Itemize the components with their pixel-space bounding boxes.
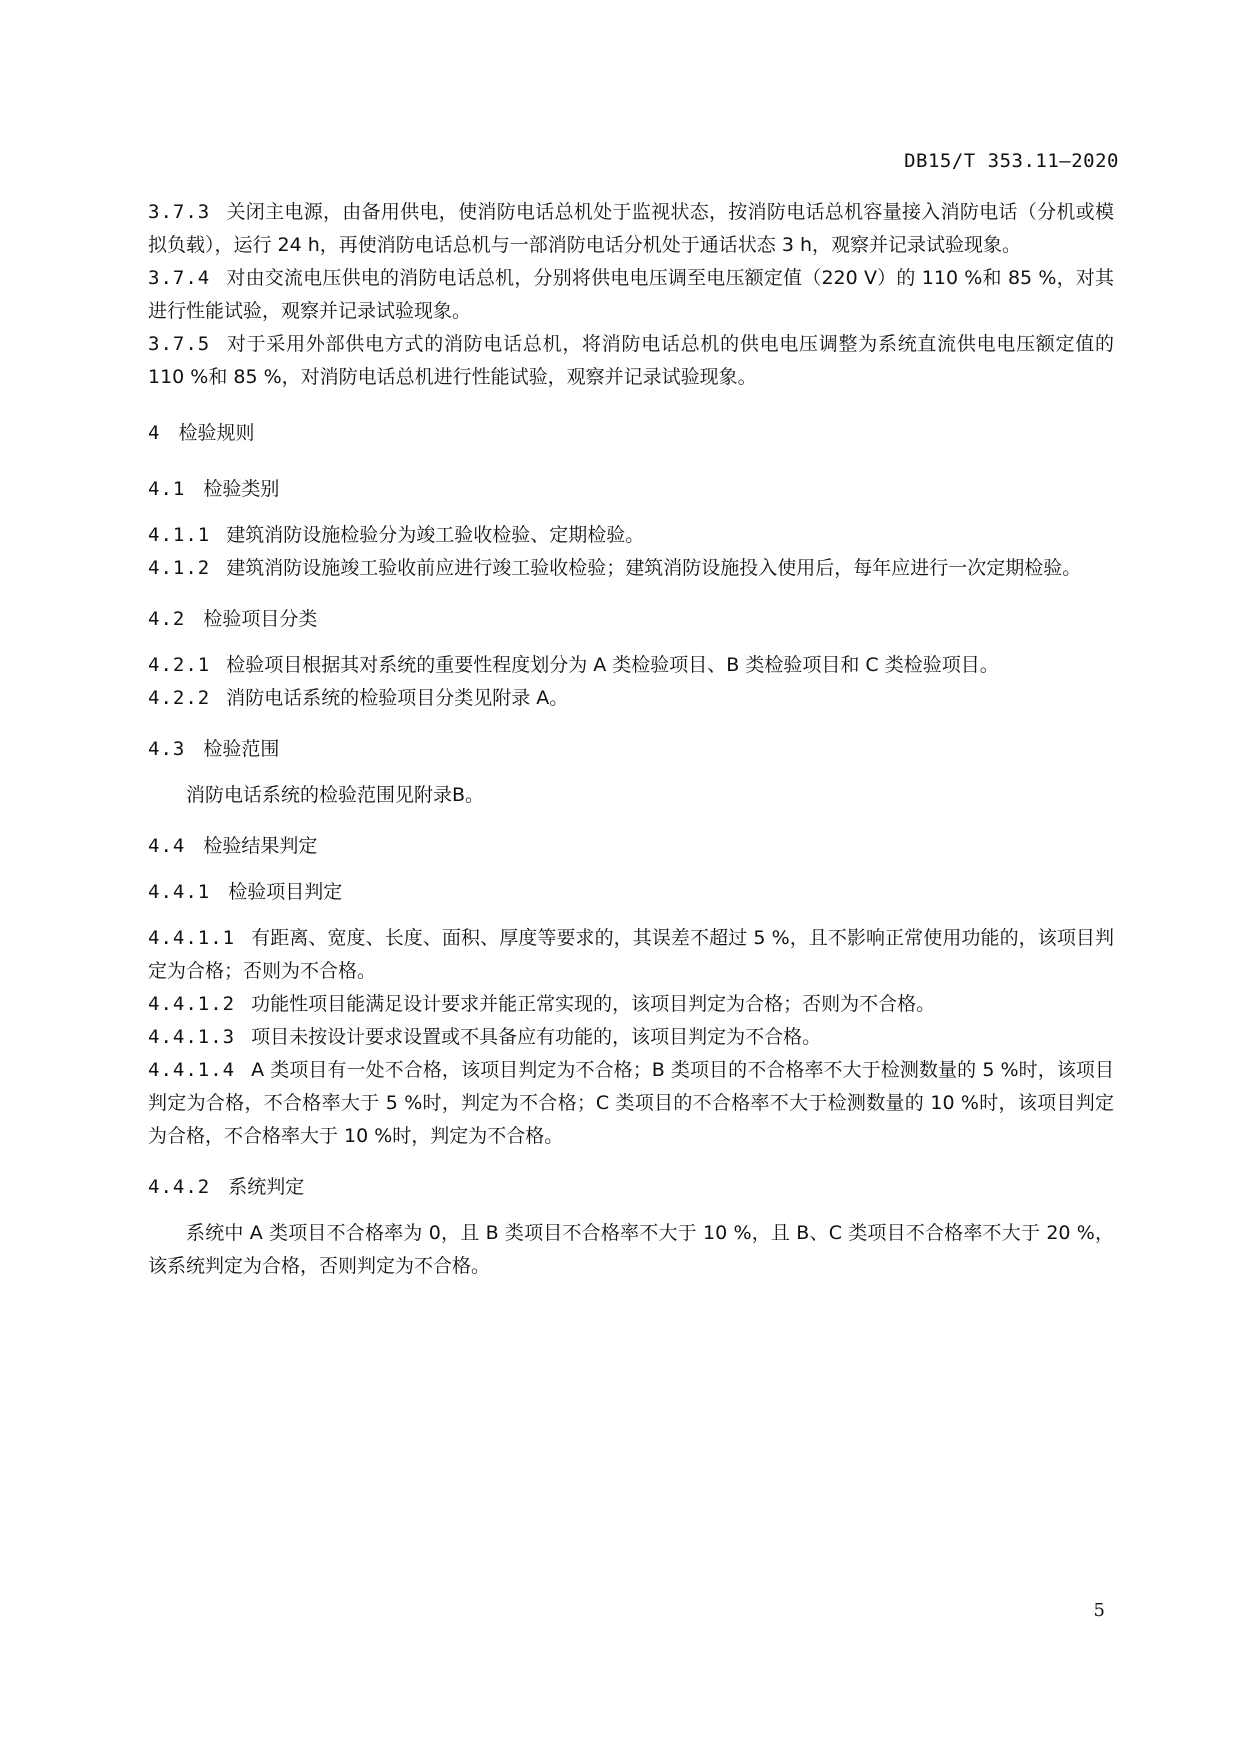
clause-text: 关闭主电源，由备用供电，使消防电话总机处于监视状态，按消防电话总机容量接入消防电话（分机或模拟负载），运行 24 h，再使消防电话总机与一部消防电话分机处于通话状态 3 h，观察并记录试验现象。 — [148, 201, 1114, 256]
clause-4-4-1-4 — [148, 1054, 1114, 1153]
section-number: 4.4.1 — [148, 881, 211, 903]
clause-4-4-1-2 — [148, 988, 1114, 1021]
clause-4-2-2 — [148, 682, 1114, 715]
clause-number: 4.4.1.1 — [148, 927, 236, 949]
clause-4-1-1 — [148, 519, 1114, 552]
clause-number: 4.1.2 — [148, 557, 211, 579]
section-4-4-heading — [148, 830, 1114, 863]
page-number: 5 — [1093, 1600, 1105, 1621]
clause-number: 4.2.2 — [148, 687, 211, 709]
section-number: 4 — [148, 422, 161, 444]
clause-number: 4.4.1.4 — [148, 1059, 236, 1081]
clause-number: 4.1.1 — [148, 524, 211, 546]
clause-4-1-2 — [148, 552, 1114, 585]
section-4-4-1-heading — [148, 876, 1114, 909]
clause-text: 项目未按设计要求设置或不具备应有功能的，该项目判定为不合格。 — [251, 1026, 822, 1048]
clause-text: 建筑消防设施检验分为竣工验收检验、定期检验。 — [226, 524, 645, 546]
section-4-1-heading — [148, 473, 1114, 506]
clause-number: 4.4.1.3 — [148, 1026, 236, 1048]
clause-text: A 类项目有一处不合格，该项目判定为不合格；B 类项目的不合格率不大于检测数量的 5 %时，该项目判定为合格，不合格率大于 5 %时，判定为不合格；C 类项目的不合格率不大于检测数量的 10 %时，该项目判定为合格，不合格率大于 10 %时，判定为不合格。 — [148, 1059, 1114, 1147]
clause-text: 消防电话系统的检验项目分类见附录 A。 — [226, 687, 569, 709]
clause-number: 4.4.1.2 — [148, 993, 236, 1015]
clause-number: 3.7.5 — [148, 333, 211, 355]
section-number: 4.1 — [148, 478, 186, 500]
section-4-2-heading — [148, 603, 1114, 636]
section-4-heading — [148, 417, 1114, 450]
clause-3-7-4 — [148, 262, 1114, 328]
section-4-3-text: 消防电话系统的检验范围见附录B。 — [186, 784, 485, 806]
section-title: 检验项目分类 — [203, 608, 318, 630]
section-number: 4.4.2 — [148, 1176, 211, 1198]
section-number: 4.3 — [148, 738, 186, 760]
section-number: 4.2 — [148, 608, 186, 630]
section-title: 检验类别 — [203, 478, 280, 500]
clause-text: 建筑消防设施竣工验收前应进行竣工验收检验；建筑消防设施投入使用后，每年应进行一次定期检验。 — [226, 557, 1082, 579]
clause-text: 检验项目根据其对系统的重要性程度划分为 A 类检验项目、B 类检验项目和 C 类检验项目。 — [226, 654, 999, 676]
clause-number: 4.2.1 — [148, 654, 211, 676]
clause-3-7-5 — [148, 328, 1114, 394]
document-code: DB15/T 353.11—2020 — [904, 150, 1119, 172]
clause-4-4-1-1 — [148, 922, 1114, 988]
section-title: 检验范围 — [203, 738, 280, 760]
clause-3-7-3 — [148, 196, 1114, 262]
clause-4-4-1-3 — [148, 1021, 1114, 1054]
clause-text: 对由交流电压供电的消防电话总机，分别将供电电压调至电压额定值（220 V）的 110 %和 85 %，对其进行性能试验，观察并记录试验现象。 — [148, 267, 1114, 322]
section-number: 4.4 — [148, 835, 186, 857]
section-title: 检验结果判定 — [203, 835, 318, 857]
section-4-4-2-heading — [148, 1171, 1114, 1204]
clause-text: 对于采用外部供电方式的消防电话总机，将消防电话总机的供电电压调整为系统直流供电电压额定值的 110 %和 85 %，对消防电话总机进行性能试验，观察并记录试验现象。 — [148, 333, 1114, 388]
page-content — [148, 196, 1114, 1283]
clause-number: 3.7.4 — [148, 267, 211, 289]
section-4-4-2-text: 系统中 A 类项目不合格率为 0，且 B 类项目不合格率不大于 10 %，且 B、C 类项目不合格率不大于 20 %，该系统判定为合格，否则判定为不合格。 — [148, 1222, 1114, 1277]
clause-number: 3.7.3 — [148, 201, 211, 223]
clause-text: 功能性项目能满足设计要求并能正常实现的，该项目判定为合格；否则为不合格。 — [251, 993, 936, 1015]
clause-text: 有距离、宽度、长度、面积、厚度等要求的，其误差不超过 5 %，且不影响正常使用功能的，该项目判定为合格；否则为不合格。 — [148, 927, 1114, 982]
section-4-3-heading — [148, 733, 1114, 766]
section-title: 系统判定 — [228, 1176, 305, 1198]
section-title: 检验项目判定 — [228, 881, 343, 903]
clause-4-2-1 — [148, 649, 1114, 682]
section-title: 检验规则 — [178, 422, 255, 444]
